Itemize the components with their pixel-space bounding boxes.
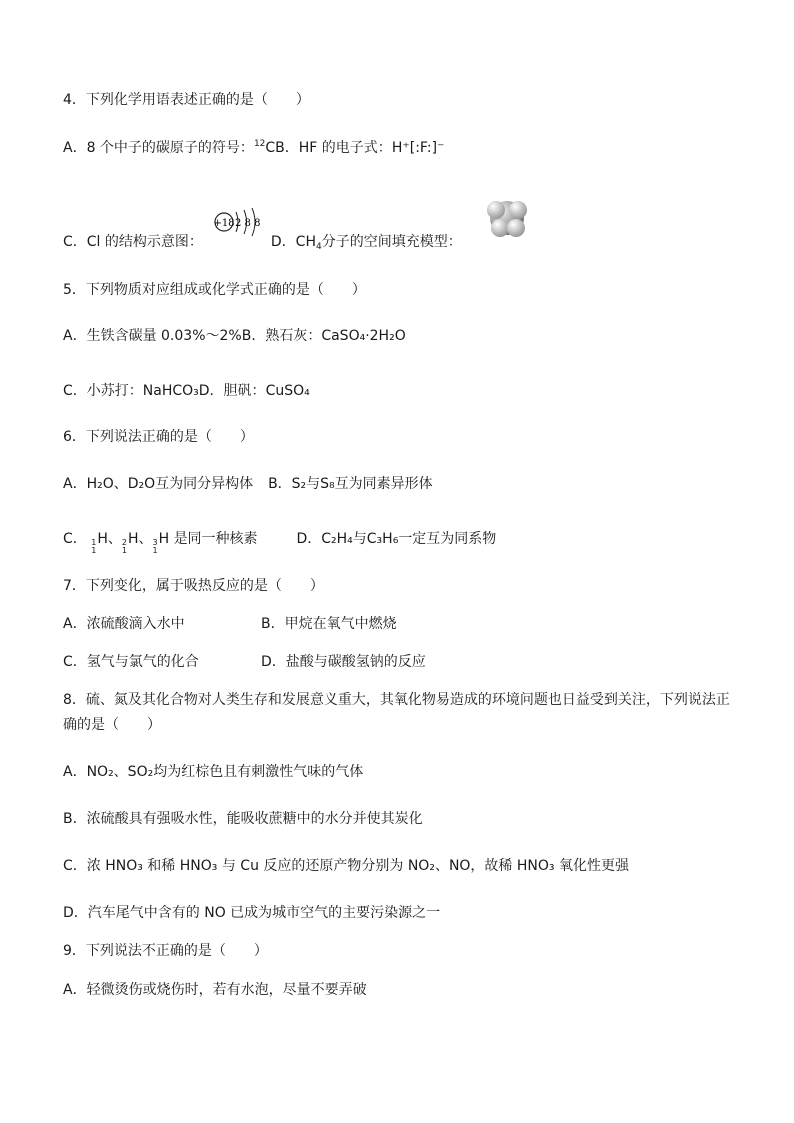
nuclide-h3: 3 1 bbox=[152, 538, 158, 555]
q6-option-d-formula: C₂H₄与C₃H₆ bbox=[321, 531, 399, 547]
q7-option-c: C．氢气与氯气的化合 bbox=[63, 654, 199, 670]
nucleus-charge: +18 bbox=[213, 218, 235, 229]
q8-stem-line1: 8．硫、氮及其化合物对人类生存和发展意义重大，其氧化物易造成的环境问题也日益受到关注，下列说法正 bbox=[63, 692, 730, 708]
q8-option-c: C．浓 HNO₃ 和稀 HNO₃ 与 Cu 反应的还原产物分别为 NO₂、NO，故稀 HNO₃ 氧化性更强 bbox=[63, 858, 629, 874]
hydrogen-atom bbox=[507, 219, 525, 237]
q5-option-d-label: D．胆矾： bbox=[198, 383, 266, 399]
q7-option-d: D．盐酸与碳酸氢钠的反应 bbox=[261, 654, 426, 670]
q8-stem-line2: 确的是（ ） bbox=[63, 717, 161, 733]
q8-option-a-formula: NO₂、SO₂ bbox=[86, 764, 154, 780]
q5-option-d-formula: CuSO₄ bbox=[265, 383, 310, 399]
q5-option-c-label: C．小苏打： bbox=[63, 383, 143, 399]
q4-option-b-label: B．HF 的电子式： bbox=[275, 140, 392, 156]
q4-option-d-label: D． bbox=[270, 234, 296, 250]
q4-option-a-mass: 12 bbox=[253, 139, 266, 149]
q6-option-a-label: A． bbox=[63, 476, 87, 492]
q6-options-cd: C． 1 1 H、 2 1 H、 3 1 H 是同一种核素 D．C₂H₄与C₃H₆一定互为同系物 bbox=[63, 531, 497, 555]
q6-stem: 6．下列说法正确的是（ ） bbox=[63, 429, 254, 445]
q4-option-d-formula: CH bbox=[295, 234, 316, 250]
q6-option-a-text: 互为同分异构体 bbox=[155, 476, 254, 492]
q8-option-b: B．浓硫酸具有强吸水性，能吸收蔗糖中的水分并使其炭化 bbox=[63, 811, 423, 827]
q6-option-c-text: 是同一种核素 bbox=[173, 531, 258, 547]
q4-option-d-text: 分子的空间填充模型： bbox=[321, 234, 462, 250]
hydrogen-atom bbox=[509, 201, 527, 219]
q7-options-ab bbox=[63, 615, 397, 633]
q7-option-a: A．浓硫酸滴入水中 bbox=[63, 616, 185, 632]
nuclide-h2: 2 1 bbox=[121, 538, 127, 555]
q6-options-ab bbox=[63, 475, 433, 493]
q5-option-b-formula: CaSO₄·2H₂O bbox=[321, 328, 406, 344]
ch4-space-filling-model-icon bbox=[482, 196, 532, 242]
q6-option-d-text: 一定互为同系物 bbox=[398, 531, 497, 547]
q6-option-c-label: C． bbox=[63, 531, 87, 547]
nuclide-h1: 1 1 bbox=[91, 538, 97, 555]
q8-option-a bbox=[63, 763, 363, 781]
q5-stem: 5．下列物质对应组成或化学式正确的是（ ） bbox=[63, 282, 366, 298]
q8-option-a-text: 均为红棕色且有刺激性气味的气体 bbox=[153, 764, 364, 780]
q4-options-ab bbox=[63, 139, 444, 157]
q9-stem: 9．下列说法不正确的是（ ） bbox=[63, 943, 268, 959]
q5-option-a: A．生铁含碳量 0.03%～2% bbox=[63, 328, 242, 344]
q4-options-cd bbox=[63, 233, 462, 251]
q4-option-a-label: A．8 个中子的碳原子的符号： bbox=[63, 140, 254, 156]
hydrogen-atom bbox=[491, 219, 509, 237]
hydrogen-atom bbox=[487, 201, 505, 219]
q6-option-b-label: B． bbox=[268, 476, 292, 492]
q6-option-d-label: D． bbox=[296, 531, 322, 547]
q9-option-a: A．轻微烫伤或烧伤时，若有水泡，尽量不要弄破 bbox=[63, 982, 367, 998]
q5-options-cd bbox=[63, 382, 310, 400]
q4-option-b-formula: H⁺[:F:]⁻ bbox=[391, 140, 445, 156]
q8-option-a-label: A． bbox=[63, 764, 87, 780]
q4-option-d-sub: 4 bbox=[315, 242, 322, 252]
q5-option-c-formula: NaHCO₃ bbox=[142, 383, 199, 399]
q5-option-b-label: B．熟石灰： bbox=[241, 328, 322, 344]
q4-stem: 4．下列化学用语表述正确的是（ ） bbox=[63, 92, 310, 108]
q4-option-c-label: C．Cl 的结构示意图： bbox=[63, 234, 203, 250]
q4-option-a-symbol: C bbox=[265, 140, 276, 156]
q6-option-b-text: 互为同素异形体 bbox=[334, 476, 433, 492]
q7-options-cd bbox=[63, 653, 426, 671]
q6-option-a-formula: H₂O、D₂O bbox=[86, 476, 156, 492]
q7-stem: 7．下列变化，属于吸热反应的是（ ） bbox=[63, 578, 324, 594]
q6-option-b-formula: S₂与S₈ bbox=[291, 476, 335, 492]
q5-options-ab bbox=[63, 327, 406, 345]
q8-option-d: D．汽车尾气中含有的 NO 已成为城市空气的主要污染源之一 bbox=[63, 905, 441, 921]
shell-electrons: 2 8 8 bbox=[235, 218, 261, 229]
q7-option-b: B．甲烷在氧气中燃烧 bbox=[261, 616, 397, 632]
